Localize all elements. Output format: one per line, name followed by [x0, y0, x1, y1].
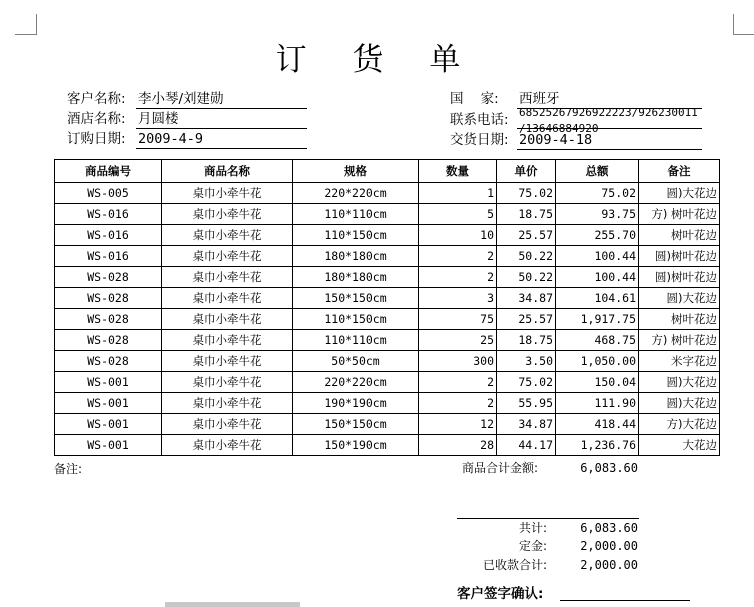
table-row: [55, 372, 720, 393]
table-row: [55, 225, 720, 246]
total-value: 6,083.60: [580, 521, 638, 535]
cell-name[interactable]: 桌巾小牵牛花: [162, 267, 293, 288]
cell-name[interactable]: 桌巾小牵牛花: [162, 414, 293, 435]
totals-divider: [457, 518, 639, 519]
cell-amount[interactable]: 111.90: [556, 393, 639, 414]
table-row: [55, 204, 720, 225]
cell-price[interactable]: 50.22: [497, 267, 556, 288]
table-row: [55, 351, 720, 372]
col-header-name: 商品名称: [162, 160, 293, 183]
cell-qty[interactable]: 28: [419, 435, 497, 456]
table-row: [55, 414, 720, 435]
document-title: 订 货 单: [275, 42, 479, 78]
cell-qty[interactable]: 2: [419, 246, 497, 267]
cell-name[interactable]: 桌巾小牵牛花: [162, 204, 293, 225]
cell-note[interactable]: 圆)树叶花边: [639, 246, 720, 267]
cell-amount[interactable]: 100.44: [556, 267, 639, 288]
cell-spec[interactable]: 190*190cm: [293, 393, 419, 414]
table-row: [55, 309, 720, 330]
cell-name[interactable]: 桌巾小牵牛花: [162, 372, 293, 393]
total-label: 共计:: [518, 521, 547, 535]
cell-spec[interactable]: 50*50cm: [293, 351, 419, 372]
cell-price[interactable]: 18.75: [497, 204, 556, 225]
country-value[interactable]: 西班牙: [519, 91, 560, 107]
customer-underline: [136, 108, 307, 109]
cell-name[interactable]: 桌巾小牵牛花: [162, 288, 293, 309]
cell-code[interactable]: WS-028: [55, 267, 162, 288]
col-header-amount: 总额: [556, 160, 639, 183]
cell-name[interactable]: 桌巾小牵牛花: [162, 435, 293, 456]
cell-spec[interactable]: 110*110cm: [293, 330, 419, 351]
cell-code[interactable]: WS-028: [55, 288, 162, 309]
cell-code[interactable]: WS-001: [55, 435, 162, 456]
cell-qty[interactable]: 12: [419, 414, 497, 435]
cell-spec[interactable]: 110*150cm: [293, 225, 419, 246]
cell-amount[interactable]: 100.44: [556, 246, 639, 267]
cell-amount[interactable]: 104.61: [556, 288, 639, 309]
cell-code[interactable]: WS-016: [55, 225, 162, 246]
cell-spec[interactable]: 150*150cm: [293, 288, 419, 309]
cell-qty[interactable]: 2: [419, 372, 497, 393]
order-date-underline: [136, 148, 307, 149]
cell-amount[interactable]: 1,050.00: [556, 351, 639, 372]
cell-name[interactable]: 桌巾小牵牛花: [162, 393, 293, 414]
order-table: [54, 159, 720, 456]
cell-note[interactable]: 方) 树叶花边: [639, 204, 720, 225]
delivery-date-label: 交货日期:: [450, 132, 509, 148]
cell-price[interactable]: 25.57: [497, 225, 556, 246]
cell-note[interactable]: 米字花边: [639, 351, 720, 372]
signature-label: 客户签字确认:: [457, 586, 544, 602]
table-row: [55, 183, 720, 204]
cell-code[interactable]: WS-001: [55, 372, 162, 393]
crop-mark: [36, 14, 37, 34]
cell-code[interactable]: WS-001: [55, 393, 162, 414]
signature-line[interactable]: [560, 600, 690, 601]
cell-code[interactable]: WS-016: [55, 204, 162, 225]
cell-code[interactable]: WS-005: [55, 183, 162, 204]
cell-note[interactable]: 方)大花边: [639, 414, 720, 435]
cell-code[interactable]: WS-001: [55, 414, 162, 435]
cell-note[interactable]: 圆)大花边: [639, 183, 720, 204]
table-header-row: [55, 160, 720, 183]
table-row: [55, 435, 720, 456]
cell-qty[interactable]: 1: [419, 183, 497, 204]
col-header-qty: 数量: [419, 160, 497, 183]
cell-price[interactable]: 75.02: [497, 183, 556, 204]
cell-price[interactable]: 25.57: [497, 309, 556, 330]
remarks-label: 备注:: [54, 462, 83, 476]
cell-amount[interactable]: 75.02: [556, 183, 639, 204]
cell-amount[interactable]: 255.70: [556, 225, 639, 246]
table-row: [55, 393, 720, 414]
cell-code[interactable]: WS-028: [55, 330, 162, 351]
cell-amount[interactable]: 418.44: [556, 414, 639, 435]
cell-price[interactable]: 18.75: [497, 330, 556, 351]
phone-label: 联系电话:: [450, 112, 509, 128]
order-date-label: 订购日期:: [67, 131, 126, 147]
table-row: [55, 246, 720, 267]
cell-amount[interactable]: 150.04: [556, 372, 639, 393]
cell-spec[interactable]: 110*150cm: [293, 309, 419, 330]
cell-qty[interactable]: 300: [419, 351, 497, 372]
cell-amount[interactable]: 93.75: [556, 204, 639, 225]
cell-note[interactable]: 大花边: [639, 435, 720, 456]
cell-price[interactable]: 75.02: [497, 372, 556, 393]
horizontal-scrollbar[interactable]: [165, 602, 300, 607]
cell-spec[interactable]: 220*220cm: [293, 183, 419, 204]
cell-spec[interactable]: 180*180cm: [293, 246, 419, 267]
cell-name[interactable]: 桌巾小牵牛花: [162, 246, 293, 267]
received-value: 2,000.00: [580, 558, 638, 572]
cell-qty[interactable]: 75: [419, 309, 497, 330]
cell-price[interactable]: 50.22: [497, 246, 556, 267]
cell-name[interactable]: 桌巾小牵牛花: [162, 309, 293, 330]
cell-qty[interactable]: 2: [419, 393, 497, 414]
goods-total-value: 6,083.60: [580, 461, 638, 475]
cell-price[interactable]: 55.95: [497, 393, 556, 414]
customer-label: 客户名称:: [67, 91, 126, 107]
cell-name[interactable]: 桌巾小牵牛花: [162, 183, 293, 204]
delivery-date-underline: [517, 149, 702, 150]
col-header-code: 商品编号: [55, 160, 162, 183]
cell-code[interactable]: WS-028: [55, 351, 162, 372]
cell-note[interactable]: 圆)大花边: [639, 393, 720, 414]
cell-price[interactable]: 34.87: [497, 414, 556, 435]
cell-code[interactable]: WS-028: [55, 309, 162, 330]
cell-name[interactable]: 桌巾小牵牛花: [162, 330, 293, 351]
cell-spec[interactable]: 150*150cm: [293, 414, 419, 435]
col-header-spec: 规格: [293, 160, 419, 183]
cell-price[interactable]: 44.17: [497, 435, 556, 456]
cell-name[interactable]: 桌巾小牵牛花: [162, 225, 293, 246]
country-label: 国 家:: [450, 91, 499, 107]
order-date-value[interactable]: 2009-4-9: [138, 131, 204, 147]
cell-qty[interactable]: 5: [419, 204, 497, 225]
deposit-label: 定金:: [518, 539, 547, 553]
cell-amount[interactable]: 1,236.76: [556, 435, 639, 456]
cell-amount[interactable]: 1,917.75: [556, 309, 639, 330]
cell-name[interactable]: 桌巾小牵牛花: [162, 351, 293, 372]
cell-amount[interactable]: 468.75: [556, 330, 639, 351]
cell-note[interactable]: 树叶花边: [639, 225, 720, 246]
crop-mark: [733, 14, 734, 34]
cell-qty[interactable]: 2: [419, 267, 497, 288]
hotel-label: 酒店名称:: [67, 111, 126, 127]
cell-spec[interactable]: 150*190cm: [293, 435, 419, 456]
deposit-value: 2,000.00: [580, 539, 638, 553]
cell-qty[interactable]: 3: [419, 288, 497, 309]
hotel-underline: [136, 128, 307, 129]
cell-note[interactable]: 圆)树叶花边: [639, 267, 720, 288]
cell-note[interactable]: 圆)大花边: [639, 372, 720, 393]
col-header-price: 单价: [497, 160, 556, 183]
table-row: [55, 288, 720, 309]
table-row: [55, 330, 720, 351]
cell-note[interactable]: 圆)大花边: [639, 288, 720, 309]
cell-spec[interactable]: 220*220cm: [293, 372, 419, 393]
hotel-value[interactable]: 月圆楼: [138, 111, 179, 127]
phone-underline: [517, 128, 702, 129]
customer-value[interactable]: 李小琴/刘建勋: [138, 91, 224, 107]
cell-note[interactable]: 方) 树叶花边: [639, 330, 720, 351]
phone-value-line1[interactable]: 68525267926922223/926230011: [519, 106, 698, 119]
phone-value-line2[interactable]: /13646884920: [519, 122, 599, 135]
cell-note[interactable]: 树叶花边: [639, 309, 720, 330]
goods-total-label: 商品合计金额:: [462, 461, 539, 475]
delivery-date-value[interactable]: 2009-4-18: [519, 132, 593, 148]
cell-spec[interactable]: 180*180cm: [293, 267, 419, 288]
cell-qty[interactable]: 10: [419, 225, 497, 246]
table-row: [55, 267, 720, 288]
cell-spec[interactable]: 110*110cm: [293, 204, 419, 225]
cell-price[interactable]: 34.87: [497, 288, 556, 309]
cell-qty[interactable]: 25: [419, 330, 497, 351]
col-header-note: 备注: [639, 160, 720, 183]
cell-price[interactable]: 3.50: [497, 351, 556, 372]
received-label: 已收款合计:: [482, 558, 547, 572]
cell-code[interactable]: WS-016: [55, 246, 162, 267]
